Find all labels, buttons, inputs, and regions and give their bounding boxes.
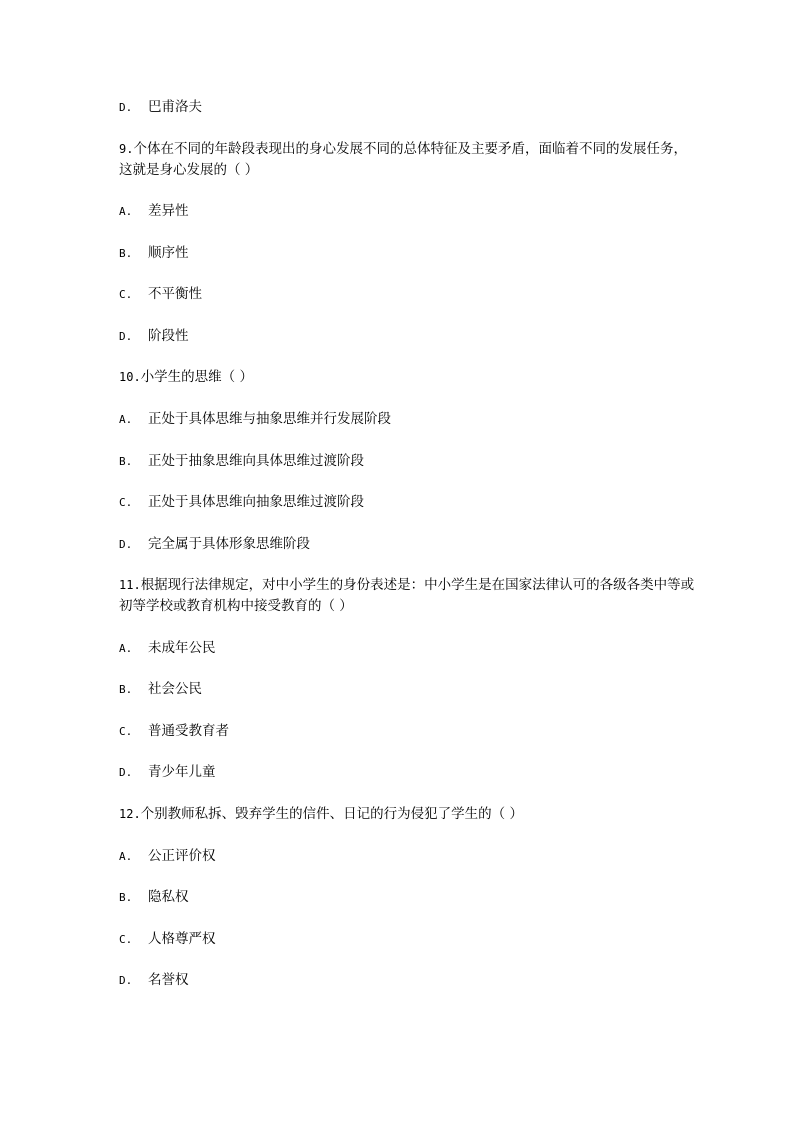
option-letter: D. — [119, 101, 133, 114]
option-letter: A. — [119, 413, 133, 426]
option-text: 正处于具体思维与抽象思维并行发展阶段 — [148, 411, 391, 427]
question-12-stem — [119, 806, 523, 822]
question-10-option-a — [119, 411, 391, 428]
option-text: 公正评价权 — [148, 848, 216, 864]
option-letter: C. — [119, 496, 133, 509]
question-11-option-c — [119, 723, 229, 740]
option-letter: A. — [119, 850, 133, 863]
option-letter: B. — [119, 891, 133, 904]
question-9-option-c — [119, 286, 202, 303]
question-10-option-c — [119, 494, 364, 511]
option-letter: D. — [119, 538, 133, 551]
question-9-option-a — [119, 203, 189, 220]
question-11-option-b — [119, 681, 202, 698]
option-letter: A. — [119, 205, 133, 218]
option-text: 顺序性 — [148, 245, 189, 261]
question-number: 12. — [119, 807, 141, 821]
question-11-option-d — [119, 764, 216, 781]
option-letter: C. — [119, 288, 133, 301]
option-letter: C. — [119, 725, 133, 738]
option-text: 未成年公民 — [148, 640, 216, 656]
option-text: 名誉权 — [148, 972, 189, 988]
question-number: 11. — [119, 578, 141, 592]
option-letter: D. — [119, 766, 133, 779]
option-letter: B. — [119, 683, 133, 696]
question-9-option-d — [119, 328, 189, 345]
option-text: 差异性 — [148, 203, 189, 219]
question-10-stem — [119, 369, 253, 385]
question-number: 9. — [119, 142, 134, 156]
question-9-option-b — [119, 245, 189, 262]
option-text: 隐私权 — [148, 889, 189, 905]
option-letter: C. — [119, 933, 133, 946]
option-letter: B. — [119, 455, 133, 468]
question-9-stem — [119, 139, 699, 181]
question-11-stem — [119, 575, 699, 617]
option-text: 青少年儿童 — [148, 764, 216, 780]
question-text: 个别教师私拆、毁弃学生的信件、日记的行为侵犯了学生的（ ） — [140, 806, 523, 822]
question-10-option-b — [119, 453, 364, 470]
question-text: 小学生的思维（ ） — [140, 369, 253, 385]
option-letter: D. — [119, 974, 133, 987]
option-letter: B. — [119, 247, 133, 260]
question-text: 根据现行法律规定，对中小学生的身份表述是：中小学生是在国家法律认可的各级各类中等或初等学校或教育机构中接受教育的（ ） — [119, 577, 695, 614]
option-text: 人格尊严权 — [148, 931, 216, 947]
question-12-option-c — [119, 931, 216, 948]
option-text: 完全属于具体形象思维阶段 — [148, 536, 310, 552]
option-text: 巴甫洛夫 — [148, 99, 202, 115]
option-d — [119, 99, 202, 116]
option-text: 阶段性 — [148, 328, 189, 344]
option-letter: A. — [119, 642, 133, 655]
option-text: 社会公民 — [148, 681, 202, 697]
question-10-option-d — [119, 536, 310, 553]
question-12-option-d — [119, 972, 189, 989]
question-text: 个体在不同的年龄段表现出的身心发展不同的总体特征及主要矛盾，面临着不同的发展任务，这就是身心发展的（ ） — [119, 141, 687, 178]
option-text: 不平衡性 — [148, 286, 202, 302]
option-text: 普通受教育者 — [148, 723, 229, 739]
question-12-option-a — [119, 848, 216, 865]
question-number: 10. — [119, 370, 141, 384]
option-text: 正处于具体思维向抽象思维过渡阶段 — [148, 494, 364, 510]
question-12-option-b — [119, 889, 189, 906]
question-11-option-a — [119, 640, 216, 657]
option-text: 正处于抽象思维向具体思维过渡阶段 — [148, 453, 364, 469]
option-letter: D. — [119, 330, 133, 343]
